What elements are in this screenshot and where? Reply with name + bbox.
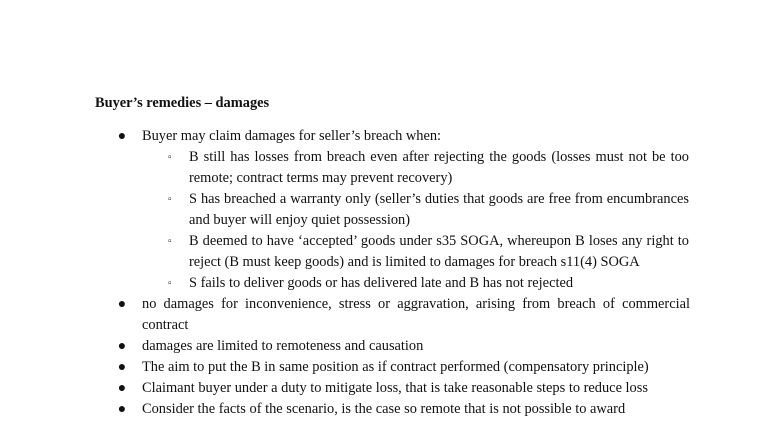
sub-list-item-text: B deemed to have ‘accepted’ goods under s35 SOGA, whereupon B loses any right to reject (B must keep goods) and is limited to damages for breach s11(4) SOGA [189, 233, 689, 270]
list-item-text: damages are limited to remoteness and causation [142, 338, 424, 354]
sub-list-item [168, 189, 689, 231]
bullet-icon: ● [117, 297, 127, 312]
list-item [0, 336, 690, 357]
sub-list-item-text: B still has losses from breach even after rejecting the goods (losses must not be too remote; contract terms may prevent recovery) [189, 149, 689, 186]
section-heading: Buyer’s remedies – damages [95, 95, 270, 111]
bullet-icon: ● [117, 360, 127, 375]
sub-list-item [168, 273, 689, 294]
list-item [0, 126, 690, 294]
list-item [0, 357, 690, 378]
bullet-icon: ● [117, 339, 127, 354]
bullet-icon: ● [117, 402, 127, 417]
sub-list-item [168, 147, 689, 189]
list-item-text: Consider the facts of the scenario, is the case so remote that is not possible to award [142, 401, 626, 417]
bullet-icon: ● [117, 381, 127, 396]
square-bullet-icon: ▫ [168, 236, 172, 247]
list-item-text: Buyer may claim damages for seller’s breach when: [142, 128, 442, 144]
sub-list-item [168, 231, 689, 273]
square-bullet-icon: ▫ [168, 278, 172, 289]
square-bullet-icon: ▫ [168, 194, 172, 205]
sub-list-item-text: S fails to deliver goods or has delivered late and B has not rejected [189, 275, 574, 291]
sub-list [142, 147, 690, 294]
list-item [0, 378, 690, 399]
list-item [0, 294, 690, 336]
bullet-icon: ● [117, 129, 127, 144]
list-item-text: no damages for inconvenience, stress or aggravation, arising from breach of commercial contract [142, 296, 690, 333]
remedies-list [0, 126, 784, 420]
list-item [0, 399, 690, 420]
list-item-text: The aim to put the B in same position as if contract performed (compensatory principle) [142, 359, 649, 375]
square-bullet-icon: ▫ [168, 152, 172, 163]
sub-list-item-text: S has breached a warranty only (seller’s duties that goods are free from encumbrances and buyer will enjoy quiet possession) [189, 191, 689, 228]
list-item-text: Claimant buyer under a duty to mitigate loss, that is take reasonable steps to reduce loss [142, 380, 648, 396]
